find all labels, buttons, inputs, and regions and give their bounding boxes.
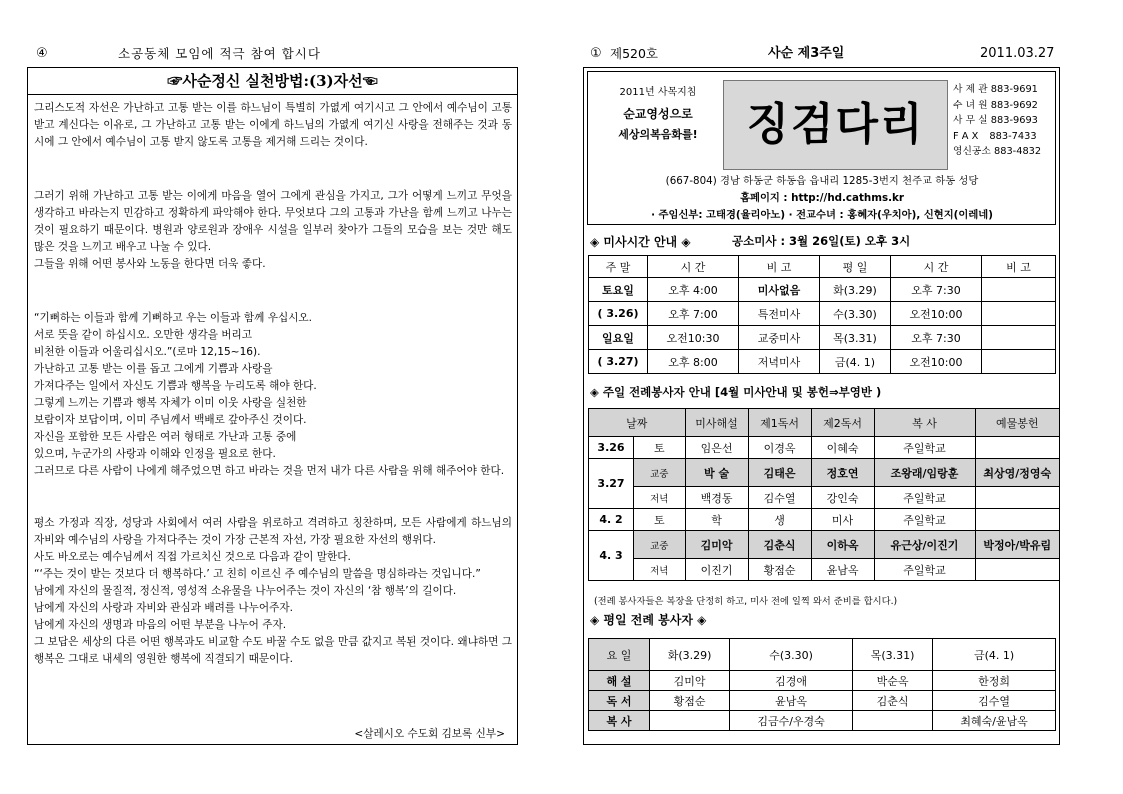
sunday-cell: 유근상/이진기 <box>874 531 975 559</box>
table-row <box>589 459 1060 487</box>
weekday-role: 해 설 <box>589 671 650 691</box>
sunday-cell <box>975 509 1059 531</box>
table-row <box>589 350 1056 374</box>
table-row <box>589 487 1060 509</box>
weekday-cell: 한정희 <box>933 671 1056 691</box>
mass-time: 오후 8:00 <box>648 350 739 374</box>
liturgical-week: 사순 제3주일 <box>768 46 845 61</box>
weekday-date: 수(3.30) <box>820 302 891 326</box>
weekday-table <box>588 638 1056 731</box>
table-row <box>589 559 1060 581</box>
church-address: (667-804) 경남 하동군 하동읍 읍내리 1285-3번지 천주교 하동 성당 <box>665 175 979 187</box>
sunday-date: 3.26 <box>589 437 634 459</box>
sunday-cell: 박정아/박유림 <box>975 531 1059 559</box>
mass-day: ( 3.27) <box>589 350 648 374</box>
sunday-cell: 김수열 <box>748 487 811 509</box>
sunday-header: 복 사 <box>874 409 975 437</box>
weekday-cell: 황점순 <box>650 691 730 711</box>
sunday-cell: 주일학교 <box>874 509 975 531</box>
bulletin-box <box>583 67 1060 745</box>
sunday-cell: 김태은 <box>748 459 811 487</box>
mass-header: 비 고 <box>982 256 1056 278</box>
contact-item: 사 무 실 883-9693 <box>953 115 1038 126</box>
weekday-heading: ◈ 평일 전례 봉사자 ◈ <box>590 613 707 627</box>
sunday-cell: 이하옥 <box>811 531 874 559</box>
mass-header: 시 간 <box>648 256 739 278</box>
church-homepage: 홈페이지 : http://hd.cathms.kr <box>740 192 904 204</box>
sunday-note: (전례 봉사자들은 복장을 단정히 하고, 미사 전에 일찍 와서 준비를 합시다.) <box>594 596 898 607</box>
article-paragraph-1: 그리스도적 자선은 가난하고 고통 받는 이를 하느님이 특별히 가엾게 여기시고 그 안에서 예수님이 고통 받고 계신다는 이유로, 그 가난하고 고통 받는 이에게 하느님의 가엾게 여기신 사랑을 전해주는 것과 동시에 그 안에서 예수님이 고통 받지 않도록 고통을 제거해 드리는 것이다. <box>34 102 512 148</box>
sunday-cell: 주일학교 <box>874 559 975 581</box>
sunday-cell: 임은선 <box>685 437 748 459</box>
sunday-table <box>588 408 1060 581</box>
bulletin-logo: 징검다리 <box>723 80 948 170</box>
sunday-kind: 토 <box>634 509 686 531</box>
guideline-year: 2011년 사목지침 <box>619 87 697 98</box>
sunday-cell: 윤남옥 <box>811 559 874 581</box>
contact-list <box>953 82 1055 160</box>
weekday-header: 목(3.31) <box>852 639 932 671</box>
sunday-cell: 생 <box>748 509 811 531</box>
contact-item: 사 제 관 883-9691 <box>953 84 1038 95</box>
weekday-cell: 최혜숙/윤남옥 <box>933 711 1056 731</box>
sunday-cell <box>975 437 1059 459</box>
mass-header: 비 고 <box>739 256 820 278</box>
weekday-header: 요 일 <box>589 639 650 671</box>
sunday-cell: 학 <box>685 509 748 531</box>
sunday-kind: 교중 <box>634 531 686 559</box>
mass-note: 저녁미사 <box>739 350 820 374</box>
article-paragraph-4: 평소 가정과 직장, 성당과 사회에서 여러 사람을 위로하고 격려하고 칭찬하며, 모든 사람에게 하느님의 자비와 예수님의 사랑을 가져다주는 것이 가장 근본적 자선, 가장 필요한 자선의 행위다. 사도 바오로는 예수님께서 직접 가르치신 것으로 다음과 같이 말한다. “‘주는 것이 받는 것보다 더 행복하다.’ 고 친히 이르신 주 예수님의 말씀을 명심하라는 것입니다.” 남에게 자신의 물질적, 정신적, 영성적 소유물을 나누어주는 것이 자신의 ‘참 행복’의 길이다. 남에게 자신의 사랑과 자비와 관심과 배려를 나누어주자. 남에게 자신의 생명과 마음의 어떤 부분을 나누어 주자. 그 보답은 세상의 다른 어떤 행복과도 비교할 수도 바꿀 수도 없을 만큼 값지고 복된 것이다. 왜냐하면 그 행복은 그대로 내세의 영원한 행복에 직결되기 때문이다. <box>34 517 512 665</box>
mass-time: 오전10:30 <box>648 326 739 350</box>
guideline-line-2: 세상의복음화를! <box>618 128 698 141</box>
sunday-header: 미사해설 <box>685 409 748 437</box>
sunday-cell: 황점순 <box>748 559 811 581</box>
mass-time: 오후 7:00 <box>648 302 739 326</box>
table-row <box>589 437 1060 459</box>
weekday-time: 오전10:00 <box>891 350 982 374</box>
sunday-cell: 정호연 <box>811 459 874 487</box>
weekday-date: 화(3.29) <box>820 278 891 302</box>
weekday-cell: 윤남옥 <box>730 691 853 711</box>
sunday-cell <box>975 487 1059 509</box>
issue-number: 제520호 <box>610 46 659 61</box>
weekday-note <box>982 278 1056 302</box>
weekday-cell <box>852 711 932 731</box>
sunday-cell: 김미악 <box>685 531 748 559</box>
sunday-kind: 저녁 <box>634 487 686 509</box>
weekday-header: 금(4. 1) <box>933 639 1056 671</box>
weekday-date: 목(3.31) <box>820 326 891 350</box>
table-row <box>589 278 1056 302</box>
article-box <box>27 67 518 745</box>
table-row <box>589 326 1056 350</box>
sunday-cell: 김춘식 <box>748 531 811 559</box>
contact-item: 수 녀 원 883-9692 <box>953 99 1038 111</box>
mass-note: 특전미사 <box>739 302 820 326</box>
sunday-kind: 교중 <box>634 459 686 487</box>
sunday-cell <box>975 559 1059 581</box>
issue-date: 2011.03.27 <box>980 46 1055 61</box>
weekday-role: 복 사 <box>589 711 650 731</box>
article-paragraph-2: 그러기 위해 가난하고 고통 받는 이에게 마음을 열어 그에게 관심을 가지고, 그가 어떻게 느끼고 무엇을 생각하고 바라는지 민감하고 정확하게 파악해야 한다. 무엇보다 그의 고통과 가난을 함께 느끼고 나누는 것이 필요하기 때문이다. 병원과 양로원과 장애우 시설을 일부러 찾아가 그들의 모습을 보는 것만 해도 많은 것을 느끼고 배우고 나눌 수 있다. 그들을 위해 어떤 봉사와 노동을 한다면 더욱 좋다. <box>34 190 512 270</box>
mass-header: 시 간 <box>891 256 982 278</box>
article-signature: <살레시오 수도회 김보록 신부> <box>354 728 505 740</box>
mass-day: ( 3.26) <box>589 302 648 326</box>
sunday-cell: 주일학교 <box>874 487 975 509</box>
sunday-header: 예물봉헌 <box>975 409 1059 437</box>
sunday-cell: 조왕래/임랑훈 <box>874 459 975 487</box>
sunday-date: 4. 3 <box>589 531 634 581</box>
sunday-heading: ◈ 주일 전례봉사자 안내 [4월 미사안내 및 봉헌⇒부영반 ) <box>590 385 882 399</box>
sunday-cell: 강인숙 <box>811 487 874 509</box>
guideline-line-1: 순교영성으로 <box>623 107 693 121</box>
sunday-cell: 박 술 <box>685 459 748 487</box>
mass-day: 토요일 <box>589 278 648 302</box>
sunday-kind: 저녁 <box>634 559 686 581</box>
weekday-note <box>982 326 1056 350</box>
table-row <box>589 691 1056 711</box>
sunday-cell: 백경동 <box>685 487 748 509</box>
masthead <box>587 71 1056 225</box>
table-row <box>589 531 1060 559</box>
sunday-kind: 토 <box>634 437 686 459</box>
sunday-cell: 이혜숙 <box>811 437 874 459</box>
church-info <box>592 173 1052 224</box>
page-number-right: ① <box>590 46 602 61</box>
sunday-cell: 최상영/정영숙 <box>975 459 1059 487</box>
sunday-date: 4. 2 <box>589 509 634 531</box>
mass-day: 일요일 <box>589 326 648 350</box>
weekday-cell: 박순옥 <box>852 671 932 691</box>
mass-time: 오후 4:00 <box>648 278 739 302</box>
table-row <box>589 302 1056 326</box>
slogan: 소공동체 모임에 적극 참여 합시다 <box>118 46 321 61</box>
mission-mass: 공소미사 : 3월 26일(토) 오후 3시 <box>732 234 911 248</box>
sunday-cell: 주일학교 <box>874 437 975 459</box>
weekday-time: 오후 7:30 <box>891 278 982 302</box>
mass-heading: ◈ 미사시간 안내 ◈ <box>590 235 691 249</box>
weekday-time: 오전10:00 <box>891 302 982 326</box>
sunday-header: 제1독서 <box>748 409 811 437</box>
weekday-date: 금(4. 1) <box>820 350 891 374</box>
mass-header: 주 말 <box>589 256 648 278</box>
weekday-cell: 김미악 <box>650 671 730 691</box>
sunday-date: 3.27 <box>589 459 634 509</box>
sunday-cell: 미사 <box>811 509 874 531</box>
mass-header: 평 일 <box>820 256 891 278</box>
mass-table <box>588 255 1056 374</box>
table-row <box>589 509 1060 531</box>
weekday-cell: 김춘식 <box>852 691 932 711</box>
weekday-header: 화(3.29) <box>650 639 730 671</box>
mass-note: 교중미사 <box>739 326 820 350</box>
sunday-cell: 이경옥 <box>748 437 811 459</box>
sunday-header: 제2독서 <box>811 409 874 437</box>
sunday-cell: 이진기 <box>685 559 748 581</box>
mass-note: 미사없음 <box>739 278 820 302</box>
weekday-note <box>982 302 1056 326</box>
weekday-cell: 김금수/우경숙 <box>730 711 853 731</box>
page-number: ④ <box>36 46 48 61</box>
weekday-role: 독 서 <box>589 691 650 711</box>
church-staff: · 주임신부: 고태경(율리아노) · 전교수녀 : 홍혜자(우치아), 신현지(이레네) <box>651 209 993 221</box>
article-paragraph-3: “기뻐하는 이들과 함께 기뻐하고 우는 이들과 함께 우십시오. 서로 뜻을 같이 하십시오. 오만한 생각을 버리고 비천한 이들과 어울리십시오.”(로마 12,15~16). 가난하고 고통 받는 이를 돕고 그에게 기쁨과 사랑을 가져다주는 일에서 자신도 기쁨과 행복을 누리도록 해야 한다. 그렇게 느끼는 기쁨과 행복 자체가 이미 이웃 사랑을 실천한 보람이자 보답이며, 이미 주님께서 백배로 갚아주신 것이다. 자신을 포함한 모든 사람은 여러 형태로 가난과 고통 중에 있으며, 누군가의 사랑과 이해와 인정을 필요로 한다. 그러므로 다른 사람이 나에게 해주었으면 하고 바라는 것을 먼저 내가 다른 사람을 위해 해주어야 한다. <box>34 312 505 477</box>
contact-item: F A X 883-7433 <box>953 130 1037 142</box>
weekday-cell <box>650 711 730 731</box>
article-title: ☞사순정신 실천방법:(3)자선☜ <box>28 68 517 95</box>
contact-item: 영신공소 883-4832 <box>953 146 1042 157</box>
table-row <box>589 671 1056 691</box>
pastoral-guideline <box>596 80 720 170</box>
weekday-note <box>982 350 1056 374</box>
weekday-header: 수(3.30) <box>730 639 853 671</box>
weekday-cell: 김경애 <box>730 671 853 691</box>
weekday-time: 오후 7:30 <box>891 326 982 350</box>
sunday-header: 날짜 <box>589 409 686 437</box>
table-row <box>589 711 1056 731</box>
weekday-cell: 김수열 <box>933 691 1056 711</box>
